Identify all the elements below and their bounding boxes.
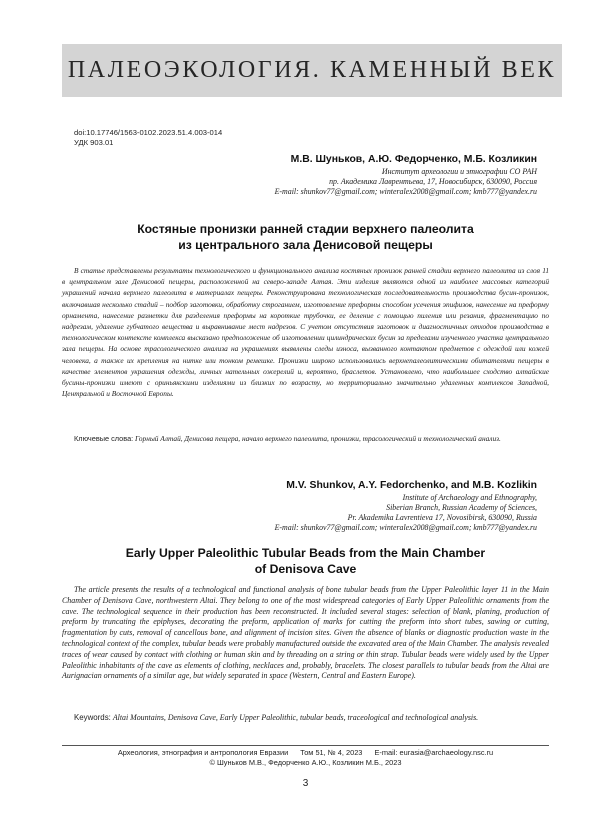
author-names-ru: М.В. Шуньков, А.Ю. Федорченко, М.Б. Козликин: [290, 154, 537, 165]
title-line: Костяные пронизки ранней стадии верхнего палеолита: [137, 222, 474, 236]
abstract-ru: В статье представлены результаты технологического и функционального анализа костяных пронизок ранней стадии верхнего палеолита из слоя 11 в центральном зале Денисовой пещеры, расположенной на северо-западе Алтая. Эти изделия являются одной из наиболее массовых категорий украшений начала верхнего палеолита в материалах пещеры. Реконструирована технологическая последовательность производства бусин-пронизок, включавшая несколько стадий – подбор заготовки, обработку строганием, изготовление преформы способом усечения эпифизов, нанесение на преформу орнамента, нанесение разметки для разделения преформы на короткие трубочки, ее деление с помощью пиления или резания, фрагментацию по надрезам, удаление губчатого вещества и выравнивание мест надрезов. С учетом отсутствия заготовок и диагностичных отходов производства в технологическом контексте комплекса высказано предположение об изготовлении цилиндрических бусин за пределами изученного участка центрального зала пещеры. На основе трасологического анализа на украшениях выявлены следы износа, вызванного контактом предметов с одеждой или кожей человека, а также их крепления на нитке или тонком ремешке. Пронизки широко использовались верхнепалеолитическими обитателями пещеры в качестве элементов украшения одежды, личных нательных ожерелий и, вероятно, браслетов. Установлено, что наибольшее сходство алтайские бусины-пронизки имеют с ориньякскими изделиями из близких по возрасту, но территориально значительно удаленных комплексов Западной, Центральной и Восточной Европы.: [62, 266, 549, 399]
article-title-en: [62, 545, 549, 577]
affiliation-email: E-mail: shunkov77@gmail.com; winteralex2008@gmail.com; kmb777@yandex.ru: [274, 186, 537, 196]
footer-journal-line: [62, 748, 549, 758]
keywords-ru: [62, 433, 549, 444]
authors-block-en: [275, 479, 537, 533]
affiliation-line: Siberian Branch, Russian Academy of Sciences,: [386, 502, 537, 512]
doi: doi:10.17746/1563-0102.2023.51.4.003-014: [74, 128, 223, 137]
journal-volume: Том 51, № 4, 2023: [300, 748, 363, 757]
copyright: © Шуньков М.В., Федорченко А.Ю., Козликин М.Б., 2023: [209, 758, 402, 767]
keywords-label: Keywords:: [74, 713, 111, 722]
authors-block-ru: [275, 153, 537, 197]
title-line: of Denisova Cave: [254, 562, 357, 576]
article-meta: [74, 128, 222, 148]
affiliation-email: E-mail: shunkov77@gmail.com; winteralex2008@gmail.com; kmb777@yandex.ru: [274, 522, 537, 532]
author-names-en: M.V. Shunkov, A.Y. Fedorchenko, and M.B. Kozlikin: [286, 480, 537, 491]
keywords-text: Altai Mountains, Denisova Cave, Early Upper Paleolithic, tubular beads, traceological and technological analysis.: [112, 713, 479, 722]
keywords-en: [62, 712, 549, 723]
abstract-en: The article presents the results of a technological and functional analysis of bone tubular beads from the Upper Paleolithic layer 11 in the Main Chamber of Denisova Cave, northwestern Altai. They belong to one of the most widespread categories of Early Upper Paleolithic ornaments from the cave. The technological sequence in their production has been reconstructed. It included several stages: selection of blank, planing, production of preform by truncating the epiphyses, decorating the preform, application of marks for cutting the preform into short tubes, sawing or cutting, fragmentation by cuts, removal of cancellous bone, and alignment of incision sites. Given the absence of blanks or diagnostic production waste in the technological context of the complex, tubular beads were probably manufactured outside the excavated area of the Main Chamber. The analysis revealed traces of wear caused by contact with clothing or human skin and by threading on a string or thin strap. Tubular beads were widely used by the Upper Paleolithic inhabitants of the cave as elements of clothing, necklaces and, probably, bracelets. The closest parallels to tubular beads from the Altai are Aurignacian ornaments of a similar age, but widely separated in space (Western, Central and Eastern Europe).: [62, 585, 549, 681]
article-title-ru: [62, 221, 549, 253]
affiliation-line: Институт археологии и этнографии СО РАН: [381, 167, 537, 176]
keywords-label: Ключевые слова:: [74, 434, 134, 443]
title-line: из центрального зала Денисовой пещеры: [178, 238, 433, 252]
title-line: Early Upper Paleolithic Tubular Beads from the Main Chamber: [125, 546, 486, 560]
keywords-text: Горный Алтай, Денисова пещера, начало верхнего палеолита, пронизки, трасологический и технологический анализ.: [135, 434, 501, 443]
page-number: 3: [302, 778, 309, 789]
footer-divider: [62, 745, 549, 746]
affiliation-line: пр. Академика Лаврентьева, 17, Новосибирск, 630090, Россия: [329, 176, 537, 186]
journal-name: Археология, этнография и антропология Евразии: [117, 748, 289, 757]
section-title: ПАЛЕОЭКОЛОГИЯ. КАМЕННЫЙ ВЕК: [67, 57, 557, 83]
section-banner: [62, 44, 562, 97]
journal-email: E-mail: eurasia@archaeology.nsc.ru: [374, 748, 494, 757]
affiliation-line: Institute of Archaeology and Ethnography,: [402, 493, 537, 502]
affiliation-line: Pr. Akademika Lavrentieva 17, Novosibirsk, 630090, Russia: [347, 512, 537, 522]
udk: УДК 903.01: [74, 138, 114, 147]
